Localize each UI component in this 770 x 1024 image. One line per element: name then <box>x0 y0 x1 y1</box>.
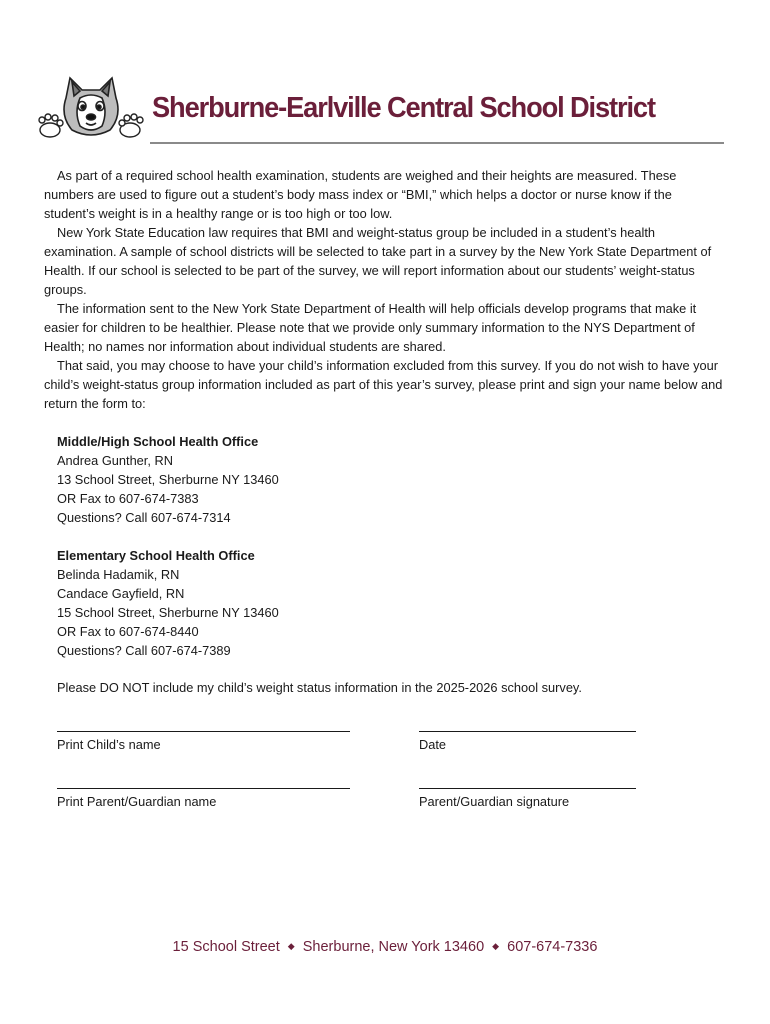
parent-signature-field[interactable] <box>419 788 636 789</box>
office-line: Andrea Gunther, RN <box>57 453 173 468</box>
title-divider <box>150 142 724 144</box>
child-name-field[interactable] <box>57 731 350 732</box>
date-field[interactable] <box>419 731 636 732</box>
office-line: 13 School Street, Sherburne NY 13460 <box>57 472 279 487</box>
paragraph: That said, you may choose to have your child’s information excluded from this survey. If you do not wish to have your child’s weight-status group information included as part of this year’s survey, please print and sign your name below and return the form to: <box>44 358 723 411</box>
office-line: OR Fax to 607-674-8440 <box>57 624 199 639</box>
parent-signature-label: Parent/Guardian signature <box>419 794 570 809</box>
footer-phone: 607-674-7336 <box>507 939 598 955</box>
date-label: Date <box>419 737 447 752</box>
paragraph: The information sent to the New York State Department of Health will help officials develop programs that make it easier for children to be healthier. Please note that we provide only summary information to the NYS Department of Health; no names nor information about individual students are shared. <box>44 301 697 354</box>
office-line: OR Fax to 607-674-7383 <box>57 491 199 506</box>
diamond-separator-icon: ◆ <box>492 941 500 951</box>
page-title: Sherburne-Earlville Central School District <box>152 92 655 124</box>
left-paw-icon <box>39 114 63 137</box>
office-heading: Elementary School Health Office <box>57 548 255 563</box>
elementary-health-office <box>57 546 279 660</box>
office-heading: Middle/High School Health Office <box>57 434 259 449</box>
footer-contact <box>0 939 770 955</box>
child-name-label: Print Child’s name <box>57 737 161 752</box>
paragraph: New York State Education law requires that BMI and weight-status group be included in a student’s health examination. A sample of school districts will be selected to take part in a survey by the New York State Department of Health. If our school is selected to be part of the survey, we will report information about our students’ weight-status groups. <box>44 225 712 297</box>
office-line: Questions? Call 607-674-7389 <box>57 643 231 658</box>
office-line: Candace Gayfield, RN <box>57 586 185 601</box>
footer-address: 15 School Street <box>172 939 280 955</box>
husky-mascot-icon <box>36 76 146 142</box>
parent-name-field[interactable] <box>57 788 350 789</box>
footer-city: Sherburne, New York 13460 <box>302 939 485 955</box>
paragraph: As part of a required school health examination, students are weighed and their heights are measured. These numbers are used to figure out a student’s body mass index or “BMI,” which helps a doctor or nurse know if the student’s weight is in a healthy range or is too high or too low. <box>44 168 677 221</box>
diamond-separator-icon: ◆ <box>287 941 295 951</box>
parent-name-label: Print Parent/Guardian name <box>57 794 217 809</box>
office-line: Questions? Call 607-674-7314 <box>57 510 231 525</box>
opt-out-statement: Please DO NOT include my child’s weight status information in the 2025-2026 school survey. <box>57 680 582 695</box>
office-line: 15 School Street, Sherburne NY 13460 <box>57 605 279 620</box>
middle-high-health-office <box>57 432 279 527</box>
right-paw-icon <box>119 114 143 137</box>
intro-text <box>44 166 726 413</box>
office-line: Belinda Hadamik, RN <box>57 567 180 582</box>
